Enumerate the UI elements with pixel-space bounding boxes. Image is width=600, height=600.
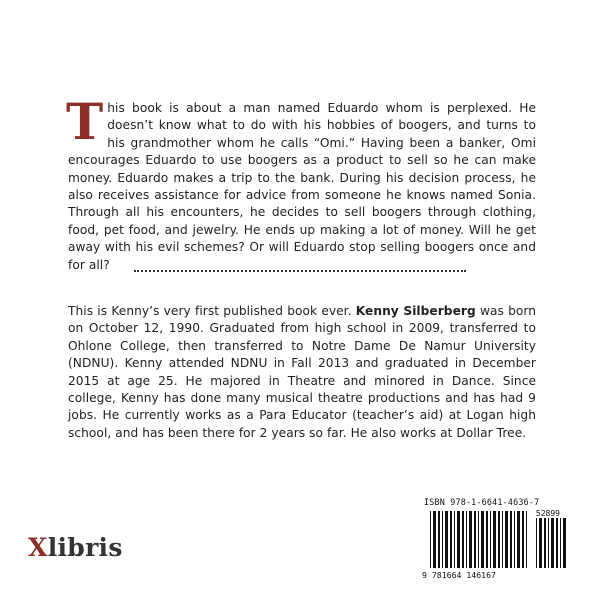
bio-intro: This is Kenny’s very first published book ever.: [68, 304, 356, 318]
barcode-bar: [454, 511, 455, 568]
barcode-bar: [548, 518, 549, 568]
barcode-bar: [450, 511, 452, 568]
barcode-bar: [498, 511, 500, 568]
barcode-bar: [474, 511, 476, 568]
barcode-bar: [466, 511, 467, 568]
barcode-bar: [502, 511, 503, 568]
barcode-bar: [490, 511, 491, 568]
barcode-bar: [442, 511, 443, 568]
author-name: Kenny Silberberg: [355, 304, 476, 318]
barcode-bar: [556, 518, 558, 568]
barcode-bar: [445, 511, 448, 568]
book-synopsis: [66, 92, 536, 274]
dotted-separator: [134, 270, 466, 272]
barcode-bar: [563, 518, 566, 568]
barcode-bar: [514, 511, 515, 568]
barcode-bar: [526, 511, 527, 568]
barcode-bar: [486, 511, 488, 568]
barcode-bar: [510, 511, 512, 568]
barcode-bar: [493, 511, 496, 568]
barcode-bar: [457, 511, 460, 568]
ean-digits: 9 781664 146167: [422, 570, 496, 579]
barcode-bar: [536, 518, 537, 568]
ean-bars: [430, 511, 527, 568]
barcode-bar: [462, 511, 464, 568]
price-code: 52899: [535, 509, 560, 518]
barcode-bar: [505, 511, 508, 568]
barcode-bar: [560, 518, 561, 568]
barcode-bar: [430, 511, 431, 568]
barcode-graphic: [420, 509, 574, 579]
isbn-label: ISBN 978-1-6641-4636-7: [424, 497, 540, 507]
barcode-bar: [539, 518, 542, 568]
barcode-bar: [433, 511, 436, 568]
publisher-logo-text: libris: [47, 533, 123, 562]
barcode-bar: [481, 511, 484, 568]
barcode-bar: [522, 511, 524, 568]
price-addon-bars: [536, 518, 566, 568]
barcode-bar: [551, 518, 554, 568]
author-bio: [68, 303, 536, 442]
barcode-bar: [478, 511, 479, 568]
barcode-bar: [438, 511, 440, 568]
barcode-bar: [544, 518, 546, 568]
publisher-logo-x: X: [28, 533, 48, 562]
publisher-logo: [28, 533, 123, 562]
bio-body: was born on October 12, 1990. Graduated from high school in 2009, transferred to Ohlone College, then transferred to Notre Dame De Namur University (NDNU). Kenny attended NDNU in Fall 2013 and graduated in December 2015 at age 25. He majored in Theatre and minored in Dance. Since college, Kenny has done many musical theatre productions and has had 9 jobs. He currently works as a Para Educator (teacher’s aid) at Logan high school, and has been there for 2 years so far. He also works at Dollar Tree.: [68, 304, 536, 440]
barcode-bar: [469, 511, 472, 568]
barcode-bar: [517, 511, 520, 568]
barcode-block: [420, 497, 574, 579]
synopsis-text: his book is about a man named Eduardo whom is perplexed. He doesn’t know what to do with his hobbies of boogers, and turns to his grandmother whom he calls “Omi.” Having been a banker, Omi encourages Eduardo to use boogers as a product to sell so he can make money. Eduardo makes a trip to the bank. During his decision process, he also receives assistance for advice from someone he knows named Sonia. Through all his encounters, he decides to sell boogers through clothing, food, pet food, and jewelry. He ends up making a lot of money. Will he get away with his evil schemes? Or will Eduardo stop selling boogers once and for all?: [68, 101, 536, 272]
drop-cap: T: [66, 92, 104, 151]
